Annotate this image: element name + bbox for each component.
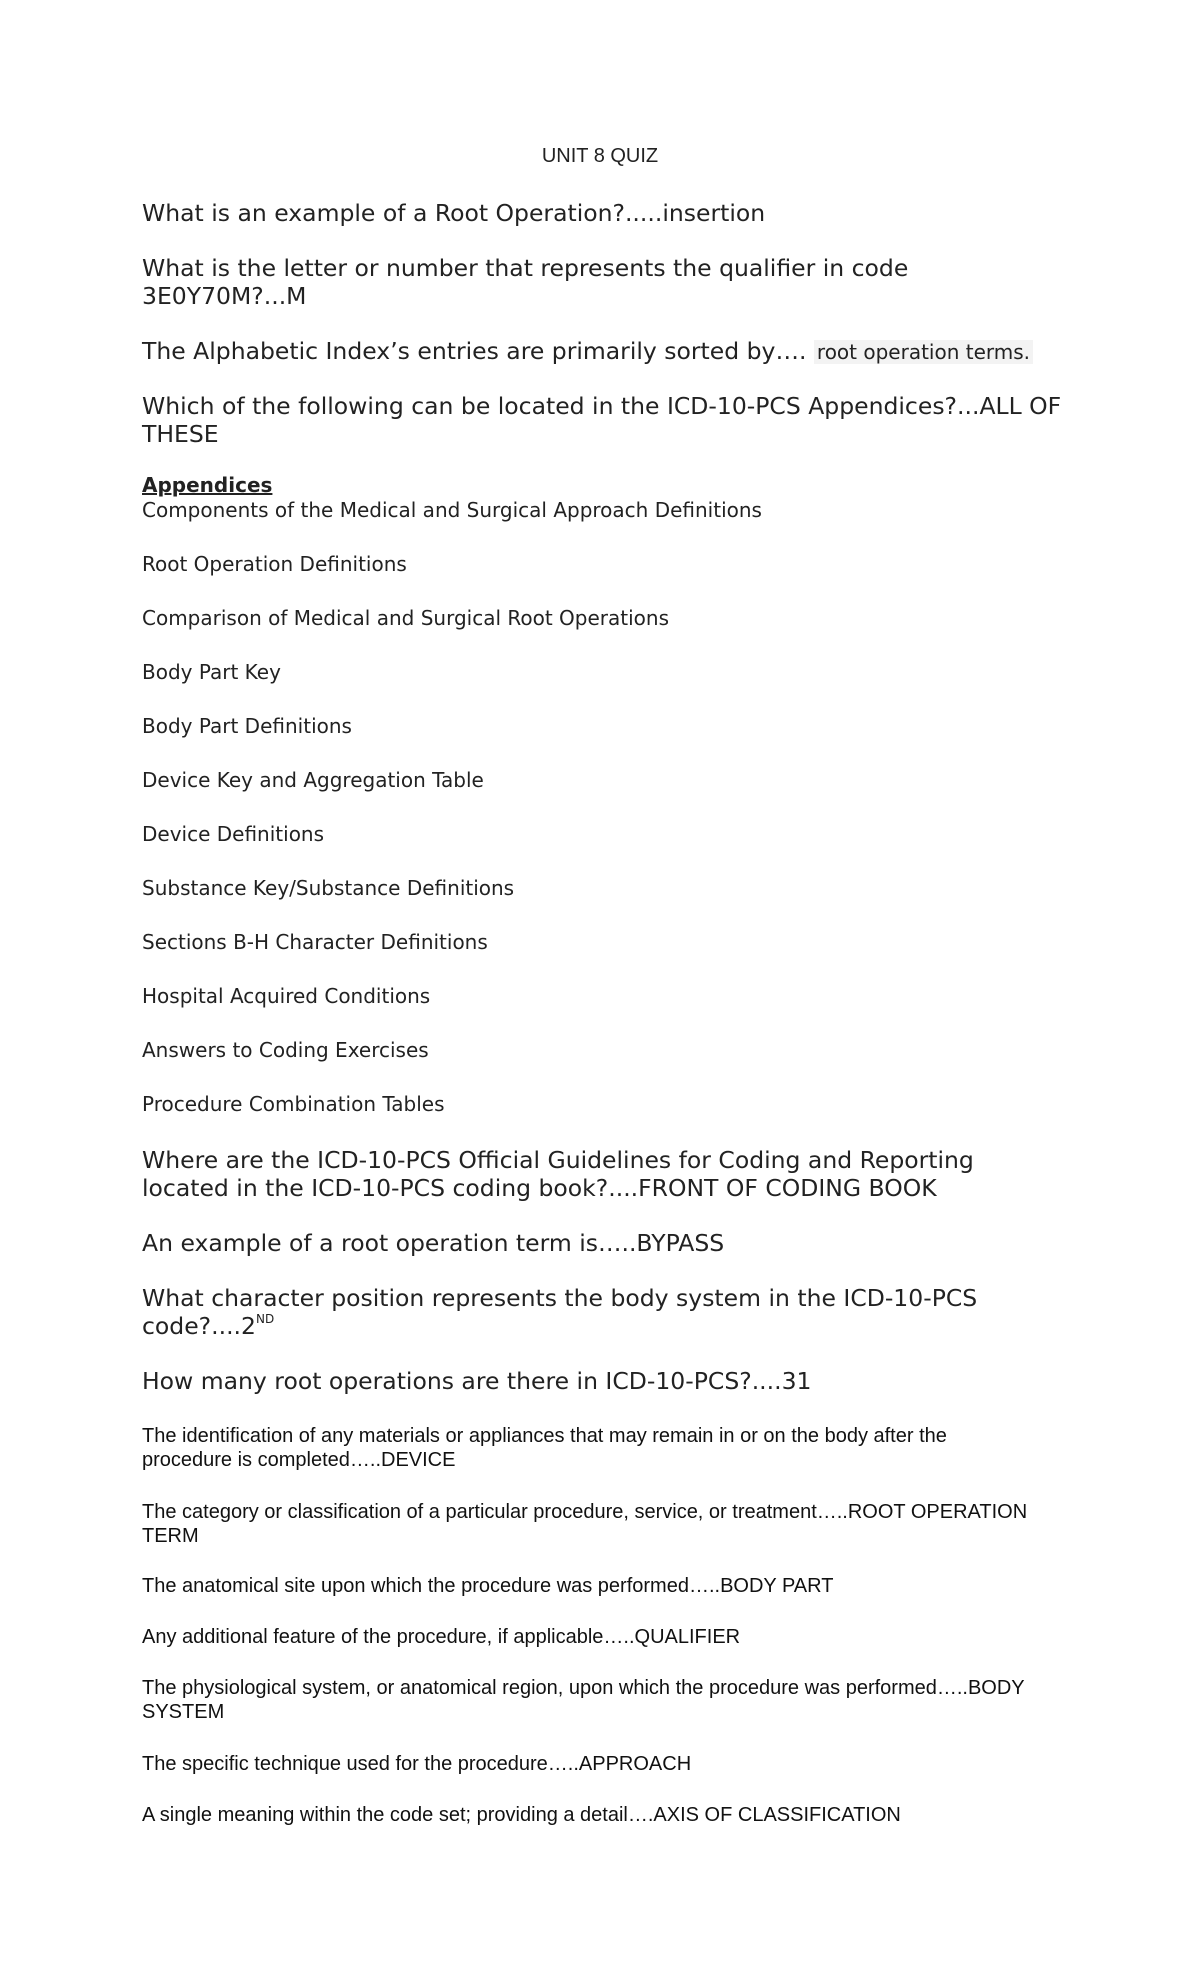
appendix-item: Root Operation Definitions (142, 552, 407, 576)
definition-body-system: The physiological system, or anatomical region, upon which the procedure was performed…..BODY SYSTEM (142, 1677, 1025, 1723)
definition-axis-of-classification: A single meaning within the code set; providing a detail….AXIS OF CLASSIFICATION (142, 1804, 901, 1826)
page-title: UNIT 8 QUIZ (541, 145, 659, 167)
appendix-item: Comparison of Medical and Surgical Root Operations (142, 606, 669, 630)
definition-body-part: The anatomical site upon which the procedure was performed…..BODY PART (142, 1575, 834, 1597)
question-3-answer-highlight: root operation terms. (814, 340, 1033, 364)
definition-root-operation-term: The category or classification of a particular procedure, service, or treatment…..ROOT OPERATION TERM (142, 1501, 1028, 1547)
question-7-text: What character position represents the body system in the ICD-10-PCS code?....2 (142, 1284, 978, 1340)
appendix-item: Device Key and Aggregation Table (142, 768, 484, 792)
appendices-heading: Appendices (142, 473, 273, 497)
question-7 (142, 1284, 1062, 1340)
question-2: What is the letter or number that represents the qualifier in code 3E0Y70M?...M (142, 254, 909, 310)
ordinal-suffix: ND (255, 1312, 275, 1326)
question-5: Where are the ICD-10-PCS Official Guidelines for Coding and Reporting located in the ICD-10-PCS coding book?....FRONT OF CODING BOOK (142, 1146, 974, 1202)
question-3 (142, 337, 1062, 366)
appendix-item: Answers to Coding Exercises (142, 1038, 429, 1062)
question-8: How many root operations are there in ICD-10-PCS?....31 (142, 1367, 812, 1395)
appendix-item: Procedure Combination Tables (142, 1092, 445, 1116)
question-4: Which of the following can be located in the ICD-10-PCS Appendices?...ALL OF THESE (142, 392, 1062, 448)
appendix-item: Device Definitions (142, 822, 325, 846)
definition-device: The identification of any materials or appliances that may remain in or on the body after the procedure is completed…..DEVICE (142, 1425, 947, 1471)
definition-approach: The specific technique used for the procedure…..APPROACH (142, 1753, 692, 1775)
appendix-item: Hospital Acquired Conditions (142, 984, 431, 1008)
question-3-text: The Alphabetic Index’s entries are primarily sorted by…. (142, 337, 807, 365)
appendix-item: Components of the Medical and Surgical Approach Definitions (142, 498, 762, 522)
appendix-item: Substance Key/Substance Definitions (142, 876, 515, 900)
question-1: What is an example of a Root Operation?.....insertion (142, 199, 766, 227)
definition-qualifier: Any additional feature of the procedure, if applicable…..QUALIFIER (142, 1626, 741, 1648)
appendix-item: Sections B-H Character Definitions (142, 930, 488, 954)
appendix-item: Body Part Definitions (142, 714, 352, 738)
question-6: An example of a root operation term is…..BYPASS (142, 1229, 725, 1257)
appendix-item: Body Part Key (142, 660, 281, 684)
